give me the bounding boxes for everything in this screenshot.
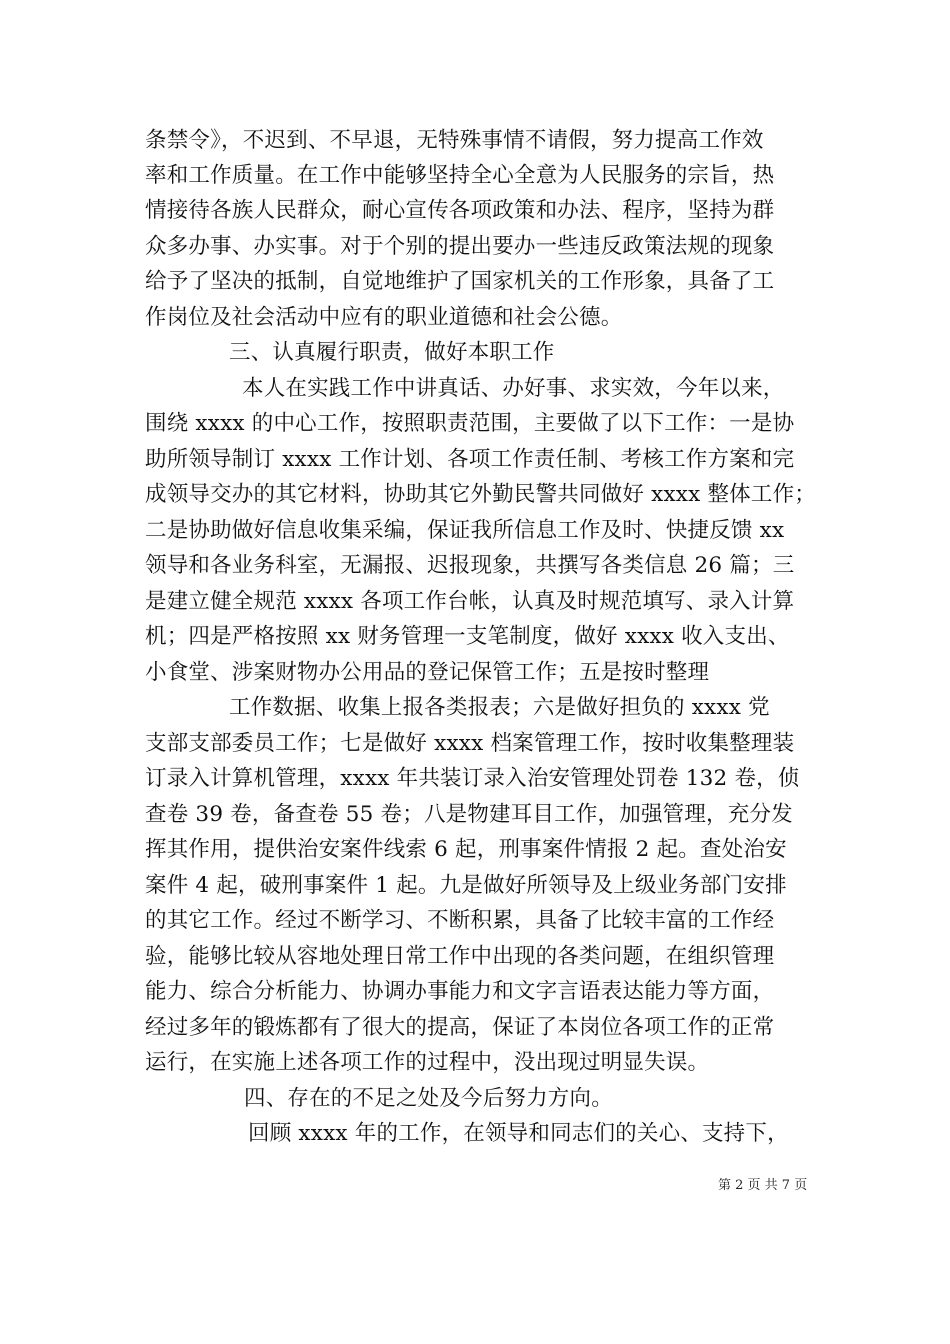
text-line: 经过多年的锻炼都有了很大的提高，保证了本岗位各项工作的正常	[145, 1015, 775, 1040]
text-line: 二是协助做好信息收集采编，保证我所信息工作及时、快捷反馈 xx	[145, 518, 785, 543]
text-line: 订录入计算机管理，xxxx 年共装订录入治安管理处罚卷 132 卷，侦	[145, 766, 800, 791]
text-line: 是建立健全规范 xxxx 各项工作台帐，认真及时规范填写、录入计算	[145, 589, 795, 614]
page-number-footer: 第 2 页 共 7 页	[718, 1178, 808, 1193]
text-line: 围绕 xxxx 的中心工作，按照职责范围，主要做了以下工作：一是协	[145, 411, 795, 436]
section-heading: 三、认真履行职责，做好本职工作	[229, 340, 555, 365]
text-line: 众多办事、办实事。对于个别的提出要办一些违反政策法规的现象	[145, 234, 775, 259]
text-line: 小食堂、涉案财物办公用品的登记保管工作；五是按时整理	[145, 660, 710, 685]
section-heading: 四、存在的不足之处及今后努力方向。	[244, 1086, 613, 1111]
text-line: 成领导交办的其它材料，协助其它外勤民警共同做好 xxxx 整体工作；	[145, 482, 816, 507]
text-line: 能力、综合分析能力、协调办事能力和文字言语表达能力等方面，	[145, 979, 775, 1004]
text-line: 本人在实践工作中讲真话、办好事、求实效，今年以来，	[242, 376, 785, 401]
text-line: 条禁令》，不迟到、不早退，无特殊事情不请假，努力提高工作效	[145, 128, 764, 153]
text-line: 回顾 xxxx 年的工作，在领导和同志们的关心、支持下，	[248, 1121, 789, 1146]
text-line: 机；四是严格按照 xx 财务管理一支笔制度，做好 xxxx 收入支出、	[145, 624, 790, 649]
text-line: 挥其作用，提供治安案件线索 6 起，刑事案件情报 2 起。查处治安	[145, 837, 787, 862]
text-line: 工作数据、收集上报各类报表；六是做好担负的 xxxx 党	[229, 695, 770, 720]
text-line: 运行，在实施上述各项工作的过程中，没出现过明显失误。	[145, 1050, 710, 1075]
text-line: 作岗位及社会活动中应有的职业道德和社会公德。	[145, 305, 623, 330]
text-line: 率和工作质量。在工作中能够坚持全心全意为人民服务的宗旨，热	[145, 163, 775, 188]
text-line: 查卷 39 卷，备查卷 55 卷；八是物建耳目工作，加强管理，充分发	[145, 802, 793, 827]
text-line: 的其它工作。经过不断学习、不断积累，具备了比较丰富的工作经	[145, 908, 775, 933]
text-line: 助所领导制订 xxxx 工作计划、各项工作责任制、考核工作方案和完	[145, 447, 795, 472]
text-line: 情接待各族人民群众，耐心宣传各项政策和办法、程序，坚持为群	[145, 198, 775, 223]
text-line: 验，能够比较从容地处理日常工作中出现的各类问题，在组织管理	[145, 944, 775, 969]
text-line: 给予了坚决的抵制，自觉地维护了国家机关的工作形象，具备了工	[145, 269, 775, 294]
text-line: 案件 4 起，破刑事案件 1 起。九是做好所领导及上级业务部门安排	[145, 873, 787, 898]
text-line: 支部支部委员工作；七是做好 xxxx 档案管理工作，按时收集整理装	[145, 731, 795, 756]
text-line: 领导和各业务科室，无漏报、迟报现象，共撰写各类信息 26 篇；三	[145, 553, 795, 578]
